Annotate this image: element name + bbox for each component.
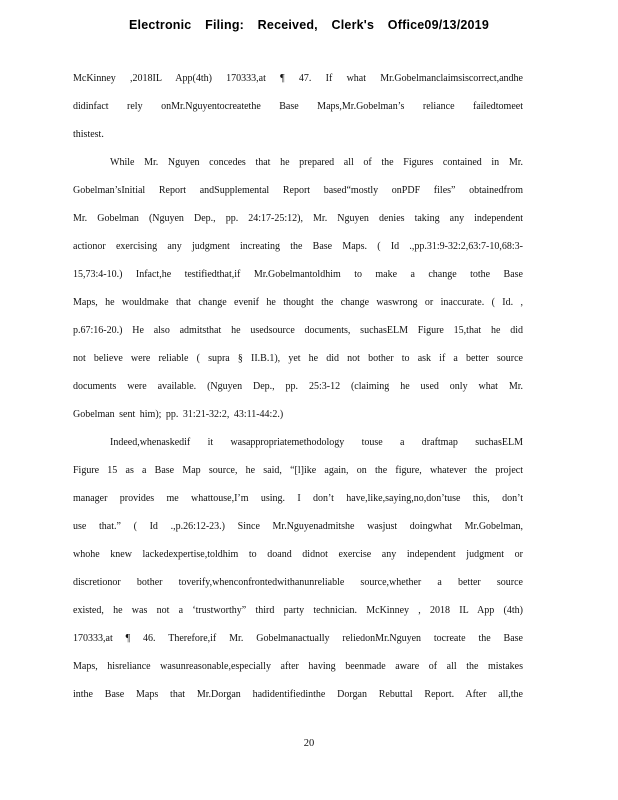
body-line: actionor exercising any judgment increating the Base Maps. ( Id .,pp.31:9-32:2,63:7-10,68:3- [73,241,523,252]
body-line: whohe knew lackedexpertise,toldhim to doand didnot exercise any independent judgment or [73,549,523,560]
body-line: use that.” ( Id .,p.26:12-23.) Since Mr.Nguyenadmitshe wasjust doingwhat Mr.Gobelman, [73,521,523,532]
body-line: Gobelman sent him); pp. 31:21-32:2, 43:11-44:2.) [73,409,284,420]
body-line: 170333,at ¶ 46. Therefore,if Mr. Gobelmanactually reliedonMr.Nguyen tocreate the Base [73,633,523,644]
body-line: Maps, he wouldmake that change evenif he thought the change waswrong or inaccurate. ( Id. , [73,297,523,308]
body-line: discretionor bother toverify,whenconfrontedwithanunreliable source,whether a better source [73,577,523,588]
body-line: thistest. [73,129,104,140]
body-line: documents were available. (Nguyen Dep., pp. 25:3-12 (claiming he used only what Mr. [73,381,523,392]
body-line: Mr. Gobelman (Nguyen Dep., pp. 24:17-25:12), Mr. Nguyen denies taking any independent [73,213,523,224]
filing-stamp-header: Electronic Filing: Received, Clerk's Office09/13/2019 [129,18,489,32]
body-line: Figure 15 as a Base Map source, he said, “[l]ike again, on the figure, whatever the project [73,465,523,476]
body-line: not believe were reliable ( supra § II.B.1), yet he did not bother to ask if a better source [73,353,523,364]
page-number: 20 [303,738,315,749]
body-line: Gobelman’sInitial Report andSupplemental Report based“mostly onPDF files” obtainedfrom [73,185,523,196]
body-line: McKinney ,2018IL App(4th) 170333,at ¶ 47. If what Mr.Gobelmanclaimsiscorrect,andhe [73,73,523,84]
body-line: existed, he was not a ‘trustworthy” third party technician. McKinney , 2018 IL App (4th) [73,605,523,616]
body-line: Maps, hisreliance wasunreasonable,especially after having beenmade aware of all the mistakes [73,661,523,672]
body-line: inthe Base Maps that Mr.Dorgan hadidentifiedinthe Dorgan Rebuttal Report. After all,the [73,689,523,700]
body-line: p.67:16-20.) He also admitsthat he usedsource documents, suchasELM Figure 15,that he did [73,325,523,336]
body-line: 15,73:4-10.) Infact,he testifiedthat,if Mr.Gobelmantoldhim to make a change tothe Base [73,269,523,280]
body-line: While Mr. Nguyen concedes that he prepared all of the Figures contained in Mr. [110,157,523,168]
body-line: manager provides me whattouse,I’m using. I don’t have,like,saying,no,don’tuse this, don’t [73,493,523,504]
body-line: didinfact rely onMr.Nguyentocreatethe Base Maps,Mr.Gobelman’s reliance failedtomeet [73,101,523,112]
body-line: Indeed,whenaskedif it wasappropriatemethodology touse a draftmap suchasELM [110,437,523,448]
